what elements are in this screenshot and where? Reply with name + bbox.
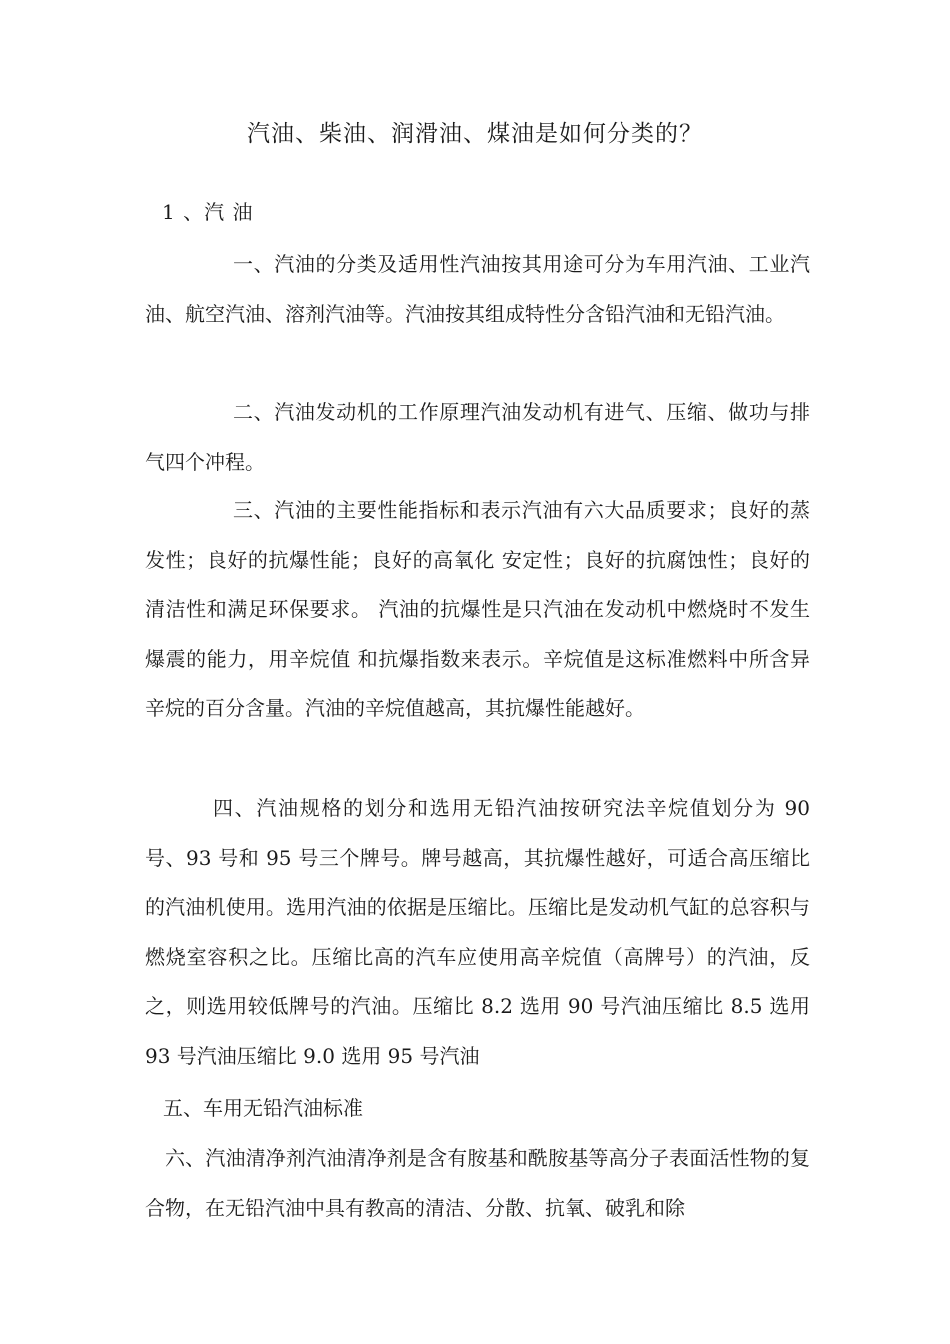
document-title: 汽油、柴油、润滑油、煤油是如何分类的？ [247,121,703,147]
paragraph-unleaded-standard: 五、车用无铅汽油标准 [163,1096,363,1120]
paragraph-engine-principle: 二、汽油发动机的工作原理汽油发动机有进气、压缩、做功与排气四个冲程。 [145,400,810,474]
section-heading: 1 、汽 油 [162,200,254,224]
paragraph-grade-selection: 四、汽油规格的划分和选用无铅汽油按研究法辛烷值划分为 90 号、93 号和 95 号三个牌号。牌号越高，其抗爆性越好，可适合高压缩比的汽油机使用。选用汽油的依据是压缩比。压缩比是发动机气缸的总容积与燃烧室容积之比。压缩比高的汽车应使用高辛烷值（高牌号）的汽油，反之，则选用较低牌号的汽油。压缩比 8.2 选用 90 号汽油压缩比 8.5 选用 93 号汽油压缩比 9.0 选用 95 号汽油 [145,796,810,1068]
paragraph-performance-indicators: 三、汽油的主要性能指标和表示汽油有六大品质要求；良好的蒸发性；良好的抗爆性能；良好的高氧化 安定性；良好的抗腐蚀性；良好的清洁性和满足环保要求。 汽油的抗爆性是只汽油在发动机中燃烧时不发生爆震的能力，用辛烷值 和抗爆指数来表示。辛烷值是这标准燃料中所含异辛烷的百分含量。汽油的辛烷值越高，其抗爆性能越好。 [145,498,810,720]
paragraph-gasoline-classification: 一、汽油的分类及适用性汽油按其用途可分为车用汽油、工业汽油、航空汽油、溶剂汽油等。汽油按其组成特性分含铅汽油和无铅汽油。 [145,252,810,326]
paragraph-detergent: 六、汽油清净剂汽油清净剂是含有胺基和酰胺基等高分子表面活性物的复合物，在无铅汽油中具有教高的清洁、分散、抗氧、破乳和除 [145,1146,810,1220]
